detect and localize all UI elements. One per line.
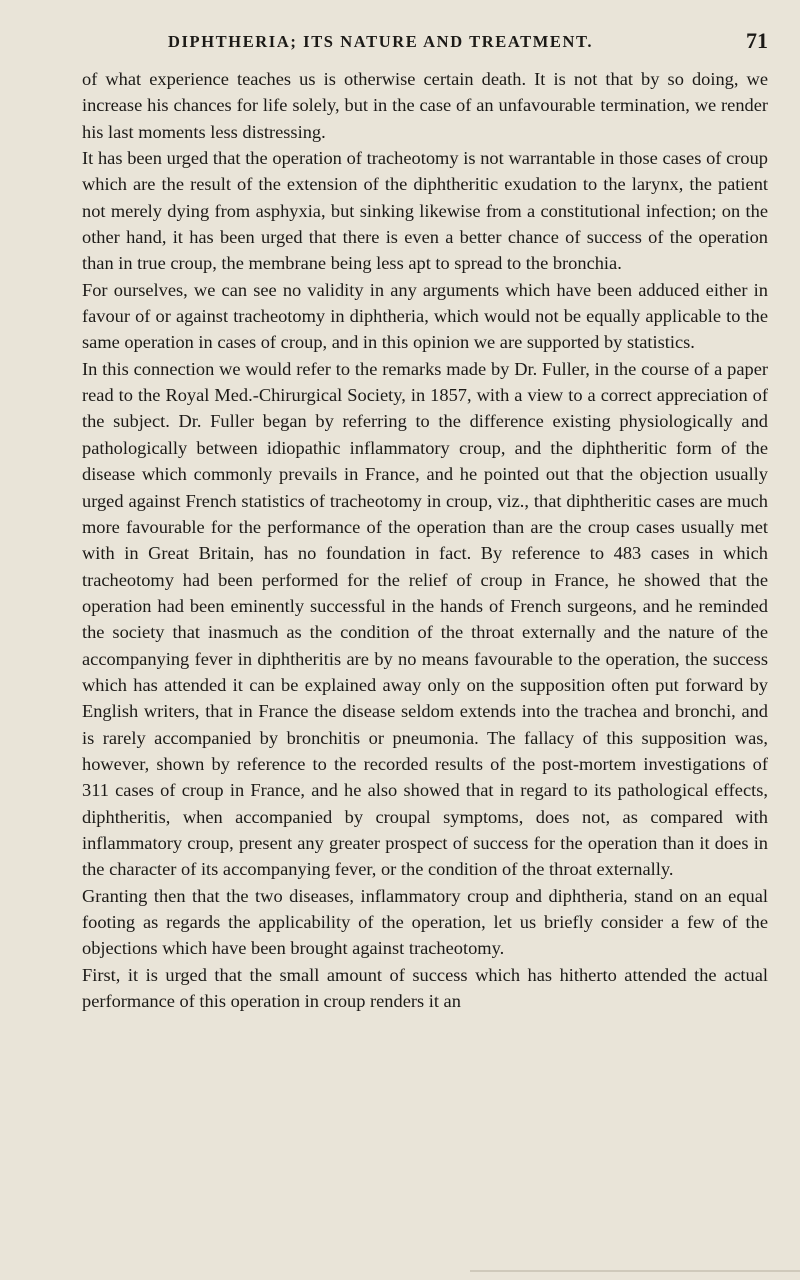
paragraph-6: First, it is urged that the small amount of success which has hitherto attended the actual performance of this operation in croup renders it an [82,964,768,1012]
paragraph-5: Granting then that the two diseases, inflammatory croup and diphtheria, stand on an equal footing as regards the applicability of the operation, let us briefly consider a few of the objections which have been brought against tracheotomy. [82,885,768,959]
paragraph-3: For ourselves, we can see no validity in any arguments which have been adduced either in favour of or against tracheotomy in diphtheria, which would not be equally applicable to the same operation in cases of croup, and in this opinion we are supported by statistics. [82,279,768,353]
running-head [168,28,768,56]
page-edge-line [470,1270,800,1272]
paragraph-1: of what experience teaches us is otherwise certain death. It is not that by so doing, we increase his chances for life solely, but in the case of an unfavourable termination, we render his last moments less distressing. [82,69,768,142]
running-title: DIPHTHERIA; ITS NATURE AND TREATMENT. [168,32,594,51]
body-text [82,66,768,1014]
paragraph-2: It has been urged that the operation of tracheotomy is not warrantable in those cases of croup which are the result of the extension of the diphtheritic exudation to the larynx, the patient not merely dying from asphyxia, but sinking likewise from a constitutional infection; on the other hand, it has been urged that there is even a better chance of success of the operation than in true croup, the membrane being less apt to spread to the bronchia. [82,148,768,274]
page-number: 71 [746,28,768,53]
paragraph-4: In this connection we would refer to the remarks made by Dr. Fuller, in the course of a paper read to the Royal Med.-Chirurgical Society, in 1857, with a view to a correct appreciation of the subject. Dr. Fuller began by referring to the difference existing physiologically and pathologically between idiopathic inflammatory croup, and the diphtheritic form of the disease which commonly prevails in France, and he pointed out that the objection usually urged against French statistics of tracheotomy in croup, viz., that diphtheritic cases are much more favourable for the performance of the operation than are the croup cases usually met with in Great Britain, has no foundation in fact. By reference to 483 cases in which tracheotomy had been performed for the relief of croup in France, he showed that the operation had been eminently successful in the hands of French surgeons, and he reminded the society that inasmuch as the condition of the throat externally and the nature of the accompanying fever in diphtheritis are by no means favourable to the operation, the success which has attended it can be explained away only on the supposition often put forward by English writers, that in France the disease seldom extends into the trachea and bronchi, and is rarely accompanied by bronchitis or pneumonia. The fallacy of this supposition was, however, shown by reference to the recorded results of the post-mortem investigations of 311 cases of croup in France, and he also showed that in regard to its pathological effects, diphtheritis, when accompanied by croupal symptoms, does not, as compared with inflammatory croup, present any greater prospect of success for the operation than it does in the character of its accompanying fever, or the condition of the throat externally. [82,358,768,880]
